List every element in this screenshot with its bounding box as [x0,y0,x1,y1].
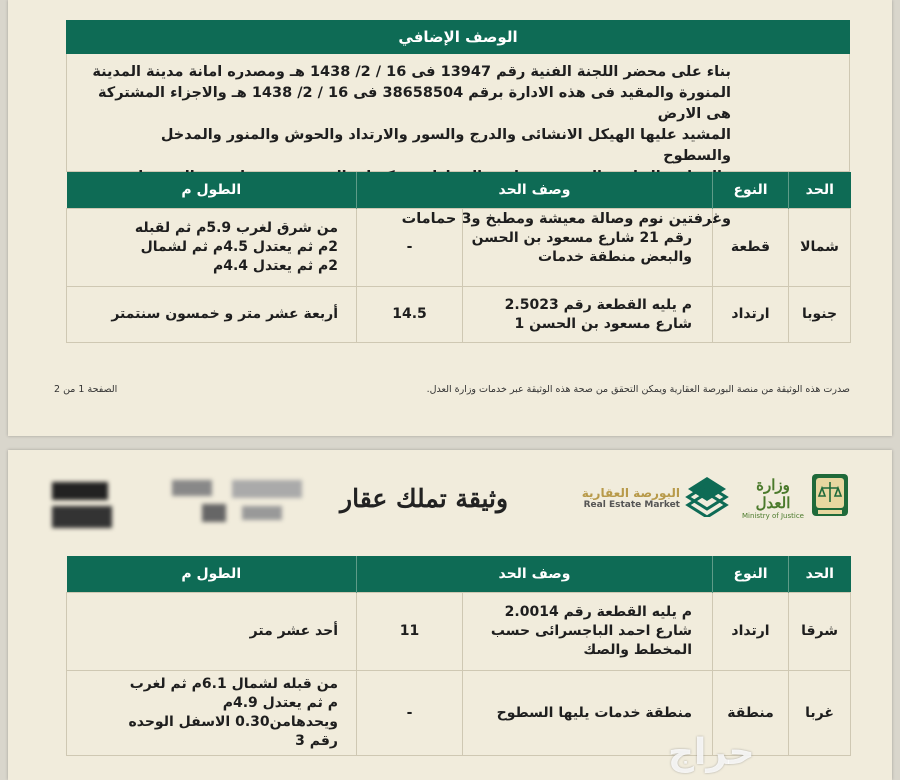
cell-boundary: شرقا [789,593,851,671]
cell-type: ارتداد [713,287,789,343]
cell-description: م يليه القطعة رقم 2.0014 شارع احمد الباجسرائى حسب المخطط والصك [463,593,713,671]
cell-type: منطقة [713,671,789,756]
exchange-name-ar: البورصة العقارية [581,486,680,500]
cell-boundary: غربا [789,671,851,756]
redacted-area [52,478,322,530]
cell-number: - [357,671,463,756]
description-line: بناء على محضر اللجنة الفنية رقم 13947 فى 16 / 2/ 1438 هـ ومصدره امانة مدينة المدينة [92,64,731,80]
moj-logo [742,476,804,520]
header-description: وصف الحد [357,556,713,593]
footer-verification-note: صدرت هذه الوثيقة من منصة البورصة العقارية ويمكن التحقق من صحة هذه الوثيقة عبر خدمات وزارة العدل. [426,384,850,395]
boundaries-table-1 [66,172,851,343]
cell-type: قطعة [713,209,789,287]
description-line: المشيد عليها الهيكل الانشائى والدرج والسور والارتداد والحوش والمنور والمدخل والسطوح [160,127,731,164]
cell-description: م يليه القطعة رقم 2.5023 شارع مسعود بن الحسن 1 [463,287,713,343]
cell-number: - [357,209,463,287]
cell-length: أربعة عشر متر و خمسون سنتمتر [67,287,357,343]
moj-name-en: Ministry of Justice [742,512,804,520]
description-line: وغرفتين نوم وصالة معيشة ومطبخ و3 حمامات [401,211,731,227]
header-length: الطول م [67,556,357,593]
real-estate-market-logo [578,486,680,510]
boundaries-table-2 [66,556,851,756]
table-header-row [67,172,851,209]
cell-number: 14.5 [357,287,463,343]
table-row [67,593,851,671]
cell-length: من قبله لشمال 6.1م ثم لغرب م ثم يعتدل 4.9م ويحدهامن0.30 الاسفل الوحده رقم 3 [67,671,357,756]
haraj-watermark: حراج [668,732,755,773]
additional-description-title: الوصف الإضافي [398,28,518,46]
cell-number: 11 [357,593,463,671]
page-number: الصفحة 1 من 2 [54,384,118,395]
document-title: وثيقة تملك عقار [340,484,509,513]
moj-emblem-logo [810,472,850,518]
header-description: وصف الحد [357,172,713,209]
header-boundary: الحد [789,556,851,593]
moj-name-ar: وزارة العدل [755,476,791,512]
header-boundary: الحد [789,172,851,209]
cell-length: أحد عشر متر [67,593,357,671]
header-type: النوع [713,172,789,209]
cell-length: من شرق لغرب 5.9م ثم لقبله 2م ثم يعتدل 4.5م ثم لشمال 2م ثم يعتدل 4.4م [67,209,357,287]
header-length: الطول م [67,172,357,209]
real-estate-market-icon [684,473,730,517]
cell-type: ارتداد [713,593,789,671]
additional-description-header [66,20,850,54]
table-row [67,209,851,287]
description-line: المنورة والمقيد فى هذه الادارة برقم 38658504 فى 16 / 2/ 1438 هـ والاجزاء المشتركة هى الارض [97,85,731,122]
exchange-name-en: Real Estate Market [583,500,680,510]
cell-boundary: شمالا [789,209,851,287]
document-page-1 [8,0,892,436]
cell-boundary: جنوبا [789,287,851,343]
header-type: النوع [713,556,789,593]
cell-description: منطقة خدمات يليها السطوح [463,671,713,756]
table-header-row [67,556,851,593]
table-row [67,287,851,343]
cell-description: رقم 21 شارع مسعود بن الحسن والبعض منطقة خدمات [463,209,713,287]
